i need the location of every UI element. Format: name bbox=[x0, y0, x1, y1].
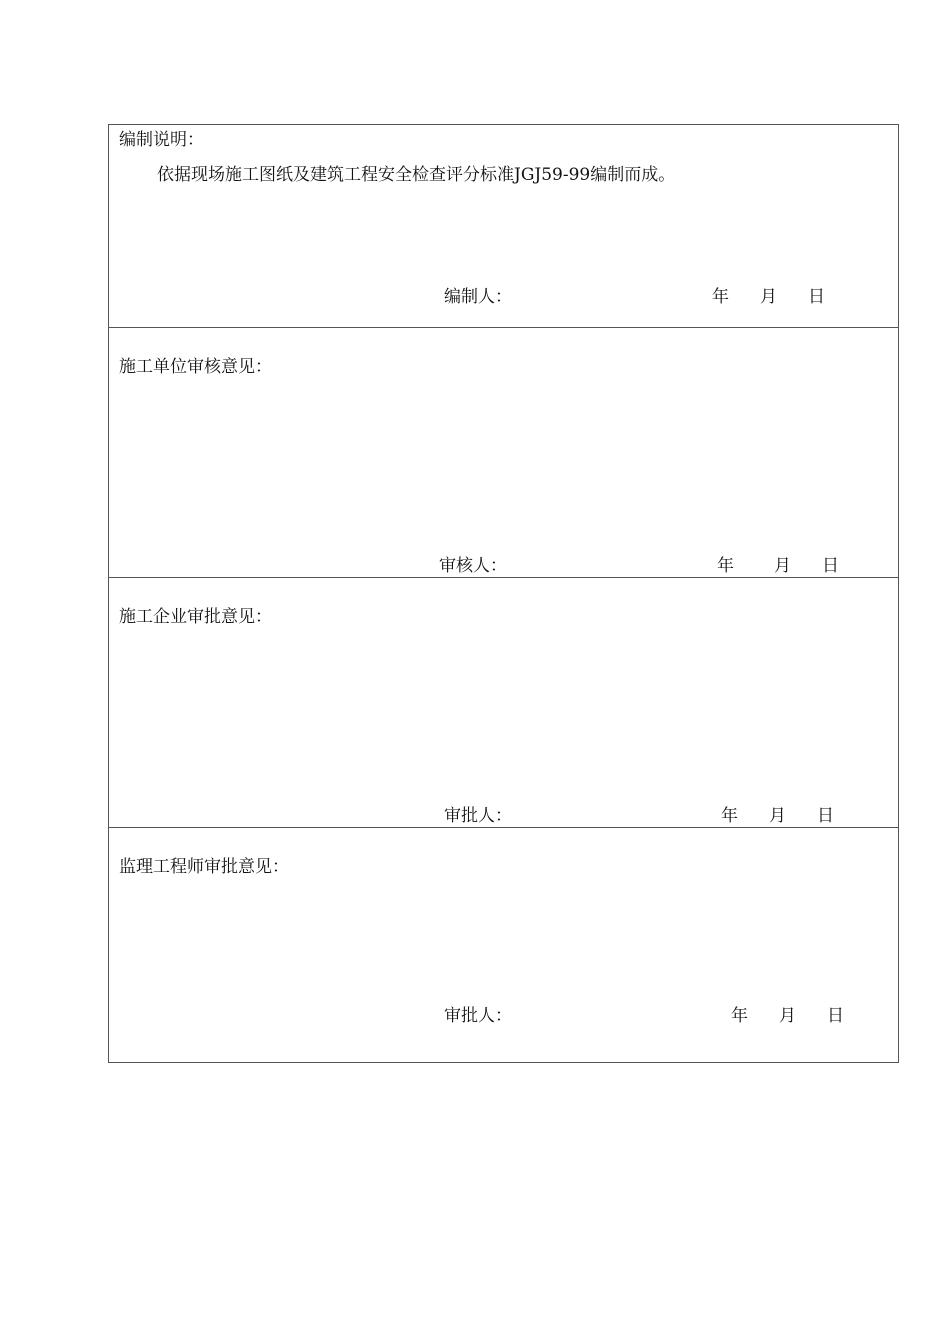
date-month-label: 月 bbox=[769, 806, 786, 826]
supervising-engineer-approval-section bbox=[109, 828, 898, 1062]
date-day-label: 日 bbox=[822, 556, 839, 576]
compiler-label: 编制人： bbox=[444, 287, 512, 307]
date-year-label: 年 bbox=[717, 556, 734, 576]
date-month-label: 月 bbox=[774, 556, 791, 576]
construction-enterprise-approval-section bbox=[109, 578, 898, 828]
reviewer-label: 审核人： bbox=[439, 556, 507, 576]
approver-label: 审批人： bbox=[444, 1006, 512, 1026]
compilation-text: 依据现场施工图纸及建筑工程安全检查评分标准JGJ59-99编制而成。 bbox=[157, 165, 676, 185]
construction-unit-review-section bbox=[109, 328, 898, 578]
approval-form bbox=[108, 124, 899, 1063]
date-month-label: 月 bbox=[760, 287, 777, 307]
approver-label: 审批人： bbox=[444, 806, 512, 826]
date-month-label: 月 bbox=[779, 1006, 796, 1026]
date-day-label: 日 bbox=[827, 1006, 844, 1026]
construction-unit-review-label: 施工单位审核意见： bbox=[119, 357, 272, 377]
date-day-label: 日 bbox=[817, 806, 834, 826]
construction-enterprise-approval-label: 施工企业审批意见： bbox=[119, 607, 272, 627]
compilation-label: 编制说明： bbox=[119, 130, 204, 150]
compilation-section bbox=[109, 125, 898, 328]
date-year-label: 年 bbox=[712, 287, 729, 307]
date-day-label: 日 bbox=[808, 287, 825, 307]
supervising-engineer-approval-label: 监理工程师审批意见： bbox=[119, 857, 289, 877]
date-year-label: 年 bbox=[721, 806, 738, 826]
date-year-label: 年 bbox=[731, 1006, 748, 1026]
